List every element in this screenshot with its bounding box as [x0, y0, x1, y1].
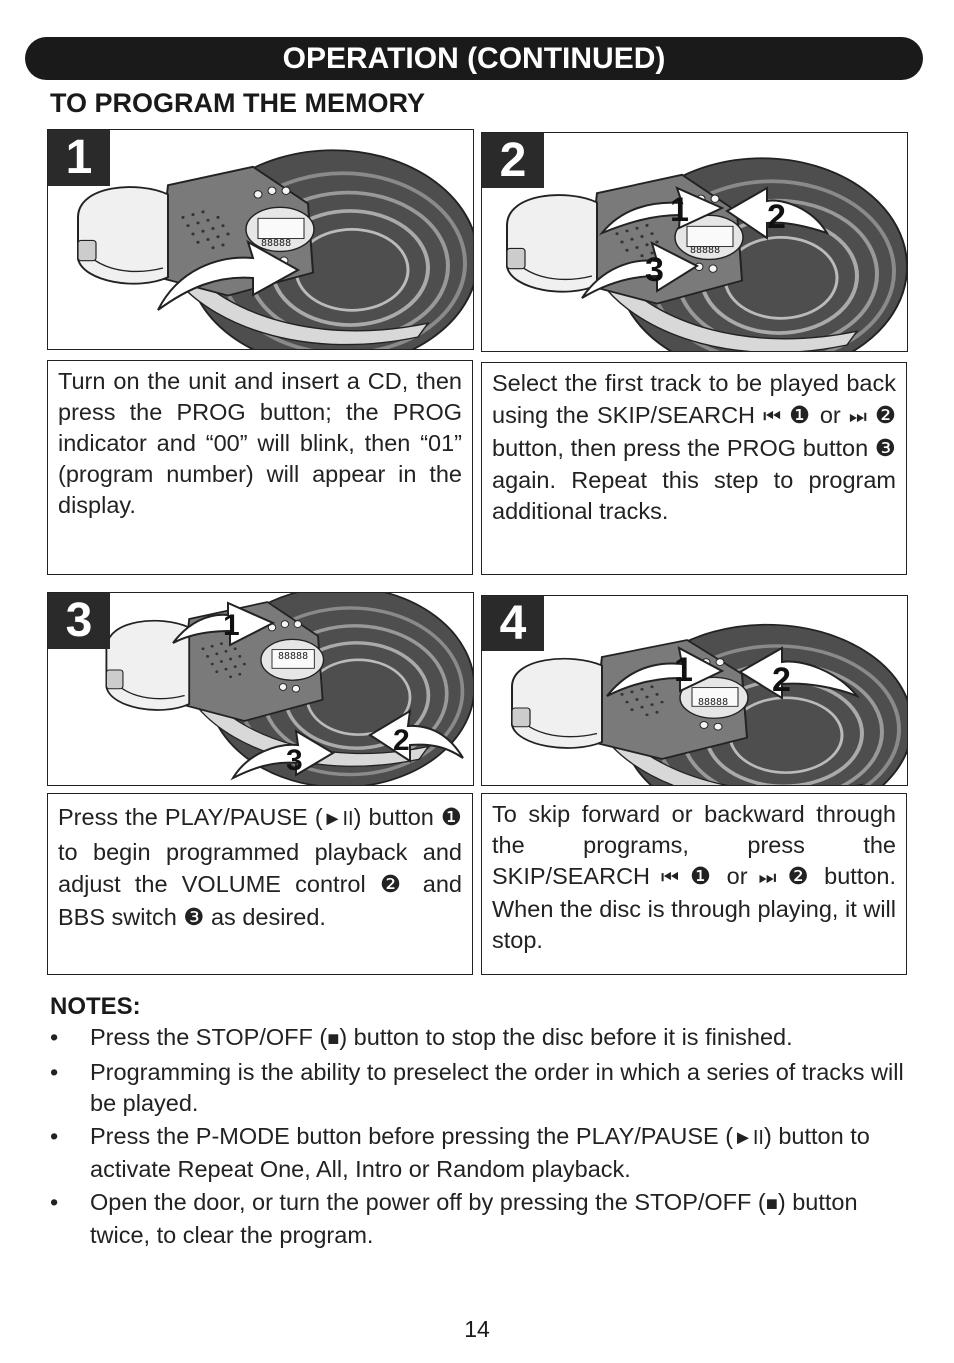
step-3-callout-1: 1 — [223, 609, 240, 642]
step-1-lcd: 88888 — [261, 238, 292, 249]
step-4-lcd: 88888 — [698, 697, 729, 708]
step-2-illustration — [481, 132, 908, 352]
step-2-callout-1: 1 — [670, 191, 689, 229]
step-3-number: 3 — [48, 593, 110, 649]
note-item — [50, 1022, 910, 1055]
step-4-illustration — [481, 595, 908, 786]
step-4-text-b: ❶ or — [679, 863, 759, 889]
step-2-lcd: 88888 — [690, 245, 721, 256]
step-1-illustration — [47, 129, 474, 350]
step-2-text-b: ❶ or — [781, 401, 849, 428]
step-1-text: Turn on the unit and insert a CD, then press the PROG button; the PROG indicator and “00” will blink, then “01” (program number) will appear in the display. — [58, 368, 462, 518]
note-item — [50, 1121, 910, 1185]
step-2-callout-2: 2 — [767, 198, 786, 236]
note-2-text: Programming is the ability to preselect the order in which a series of tracks will be played. — [90, 1059, 904, 1116]
notes-title: NOTES: — [50, 993, 141, 1020]
note-item — [50, 1187, 910, 1251]
step-4-callout-1: 1 — [674, 651, 693, 689]
step-2-text-a: Select the first track to be played back using the SKIP/SEARCH — [492, 370, 896, 428]
step-3-description — [47, 793, 473, 975]
step-3-illustration — [47, 592, 474, 786]
step-2-callout-3: 3 — [645, 251, 664, 289]
step-4-callout-2: 2 — [772, 661, 791, 699]
step-2-text-c: ❷ button, then press the PROG button ❸ again. Repeat this step to program additional tracks. — [492, 401, 896, 524]
section-banner: OPERATION (CONTINUED) — [25, 37, 923, 80]
note-1-text-b: ) button to stop the disc before it is finished. — [339, 1024, 793, 1050]
skip-forward-icon: ⏭ — [758, 867, 777, 889]
step-2-number: 2 — [482, 133, 544, 188]
play-pause-icon: ►II — [733, 1127, 764, 1149]
notes-list — [50, 1022, 910, 1253]
step-4-text-a: To skip forward or backward through the programs, press the SKIP/SEARCH — [492, 801, 896, 889]
step-4-text-c: ❷ button. When the disc is through playing, it will stop. — [492, 863, 896, 953]
skip-back-icon: ⏮ — [763, 405, 782, 428]
step-2-description — [481, 362, 907, 575]
bullet-icon: • — [50, 1189, 59, 1215]
stop-icon: ■ — [765, 1193, 778, 1215]
step-3-text-a: Press the PLAY/PAUSE ( — [58, 804, 323, 830]
step-4-description — [481, 793, 907, 975]
step-3-lcd: 88888 — [278, 651, 309, 662]
bullet-icon: • — [50, 1123, 59, 1149]
step-1-number: 1 — [48, 130, 110, 186]
note-3-text-b: ) button to activate Repeat One, All, Intro or Random playback. — [90, 1123, 870, 1182]
step-4-number: 4 — [482, 596, 544, 651]
note-item — [50, 1057, 910, 1119]
note-1-text-a: Press the STOP/OFF ( — [90, 1024, 328, 1050]
note-4-text-a: Open the door, or turn the power off by pressing the STOP/OFF ( — [90, 1189, 766, 1215]
step-1-description — [47, 360, 473, 575]
play-pause-icon: ►II — [322, 808, 354, 830]
step-3-text-b: ) button ❶ to begin programmed playback and adjust the VOLUME control ❷ and BBS switch ❸ as desired. — [58, 804, 462, 930]
step-3-callout-3: 3 — [286, 744, 303, 777]
skip-back-icon: ⏮ — [661, 867, 680, 889]
bullet-icon: • — [50, 1059, 59, 1085]
step-3-callout-2: 2 — [393, 724, 410, 757]
stop-icon: ■ — [327, 1028, 340, 1050]
note-3-text-a: Press the P-MODE button before pressing the PLAY/PAUSE ( — [90, 1123, 734, 1149]
note-4-text-b: ) button twice, to clear the program. — [90, 1189, 858, 1248]
page-number: 14 — [464, 1316, 490, 1342]
skip-forward-icon: ⏭ — [848, 405, 867, 428]
bullet-icon: • — [50, 1024, 59, 1050]
section-subtitle: TO PROGRAM THE MEMORY — [50, 88, 426, 118]
